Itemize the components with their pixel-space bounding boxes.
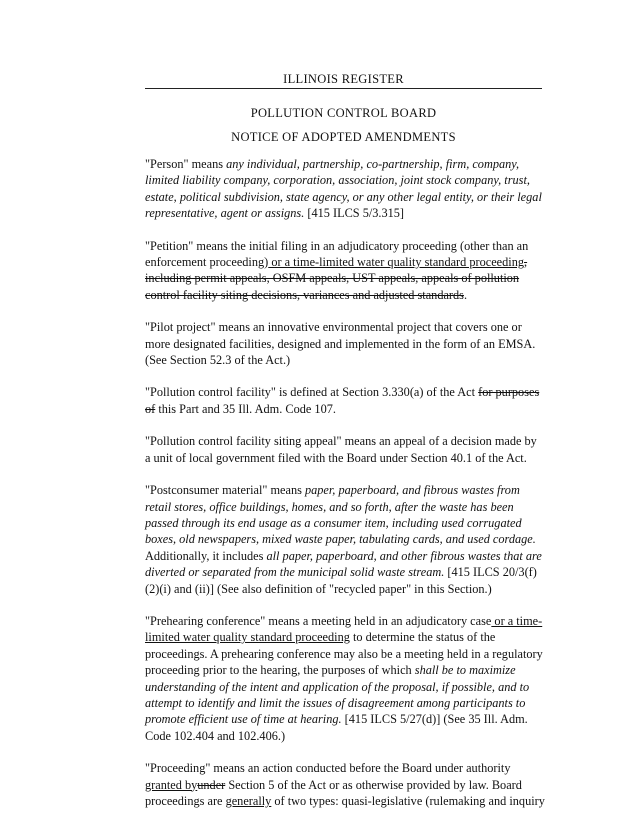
deleted-text: for purposes of [145,385,540,416]
deleted-text: under [197,777,226,792]
definition-petition: "Petition" means the initial filing in an adjudicatory proceeding (other than an enforcement proceeding) or a time-limited water quality standard proceeding, including permit appeals, OSFM appeals, UST appeals, appeals of pollution control facility siting decisions, variances and adjusted standards. [145,238,529,302]
definition-prehearing-conference: "Prehearing conference" means a meeting held in an adjudicatory case or a time-limited water quality standard proceeding to determine the status of the proceedings. A prehearing conference may also be a meeting held in a regulatory proceeding prior to the hearing, the purposes of which shall be to maximize understanding of the intent and application of the proposal, if possible, and to attempt to identify and limit the issues of disagreement among participants to promote efficient use of time at hearing. [415 ILCS 5/27(d)] (See 35 Ill. Adm. Code 102.404 and 102.406.) [145,613,543,743]
definition-pollution-control-facility: "Pollution control facility" is defined at Section 3.330(a) of the Act for purposes of this Part and 35 Ill. Adm. Code 107. [145,385,540,416]
notice-title: NOTICE OF ADOPTED AMENDMENTS [231,130,456,144]
definition-siting-appeal: "Pollution control facility siting appeal" means an appeal of a decision made by a unit of local government filed with the Board under Section 40.1 of the Act. [145,434,537,465]
definition-pilot-project: "Pilot project" means an innovative environmental project that covers one or more designated facilities, designed and implemented in the form of an EMSA. (See Section 52.3 of the Act.) [145,320,536,368]
definition-postconsumer-material: "Postconsumer material" means paper, paperboard, and fibrous wastes from retail stores, office buildings, homes, and so forth, after the waste has been passed through its end usage as a consumer item, including used corrugated boxes, old newspapers, mixed waste paper, tabulating cards, and used cordage. Additionally, it includes all paper, paperboard, and other fibrous wastes that are diverted or separated from the municipal solid waste stream. [415 ILCS 20/3(f)(2)(i) and (ii)] (See also definition of "recycled paper" in this Section.) [145,483,542,596]
inserted-text: granted by [145,777,198,792]
inserted-text: generally [225,794,272,808]
inserted-text: or a time-limited water quality standard proceeding [145,613,543,645]
definition-person: "Person" means any individual, partnership, co-partnership, firm, company, limited liability company, corporation, association, joint stock company, trust, estate, political subdivision, state agency, or any other legal entity, or their legal representative, agent or assigns. [415 ILCS 5/3.315] [145,157,542,221]
register-header: ILLINOIS REGISTER [283,72,404,86]
board-title: POLLUTION CONTROL BOARD [250,106,437,120]
definition-proceeding: "Proceeding" means an action conducted before the Board under authority granted byunder Section 5 of the Act or as otherwise provided by law. Board proceedings are generally of two types: quasi-legislative (rulemaking and inquiry [145,761,545,808]
deleted-text: , including permit appeals, OSFM appeals, UST appeals, appeals of pollution control facility siting decisions, variances and adjusted standards [145,255,528,302]
document-body [145,156,545,825]
header-rule [145,88,542,89]
inserted-text: or a time-limited water quality standard proceeding [268,255,525,270]
